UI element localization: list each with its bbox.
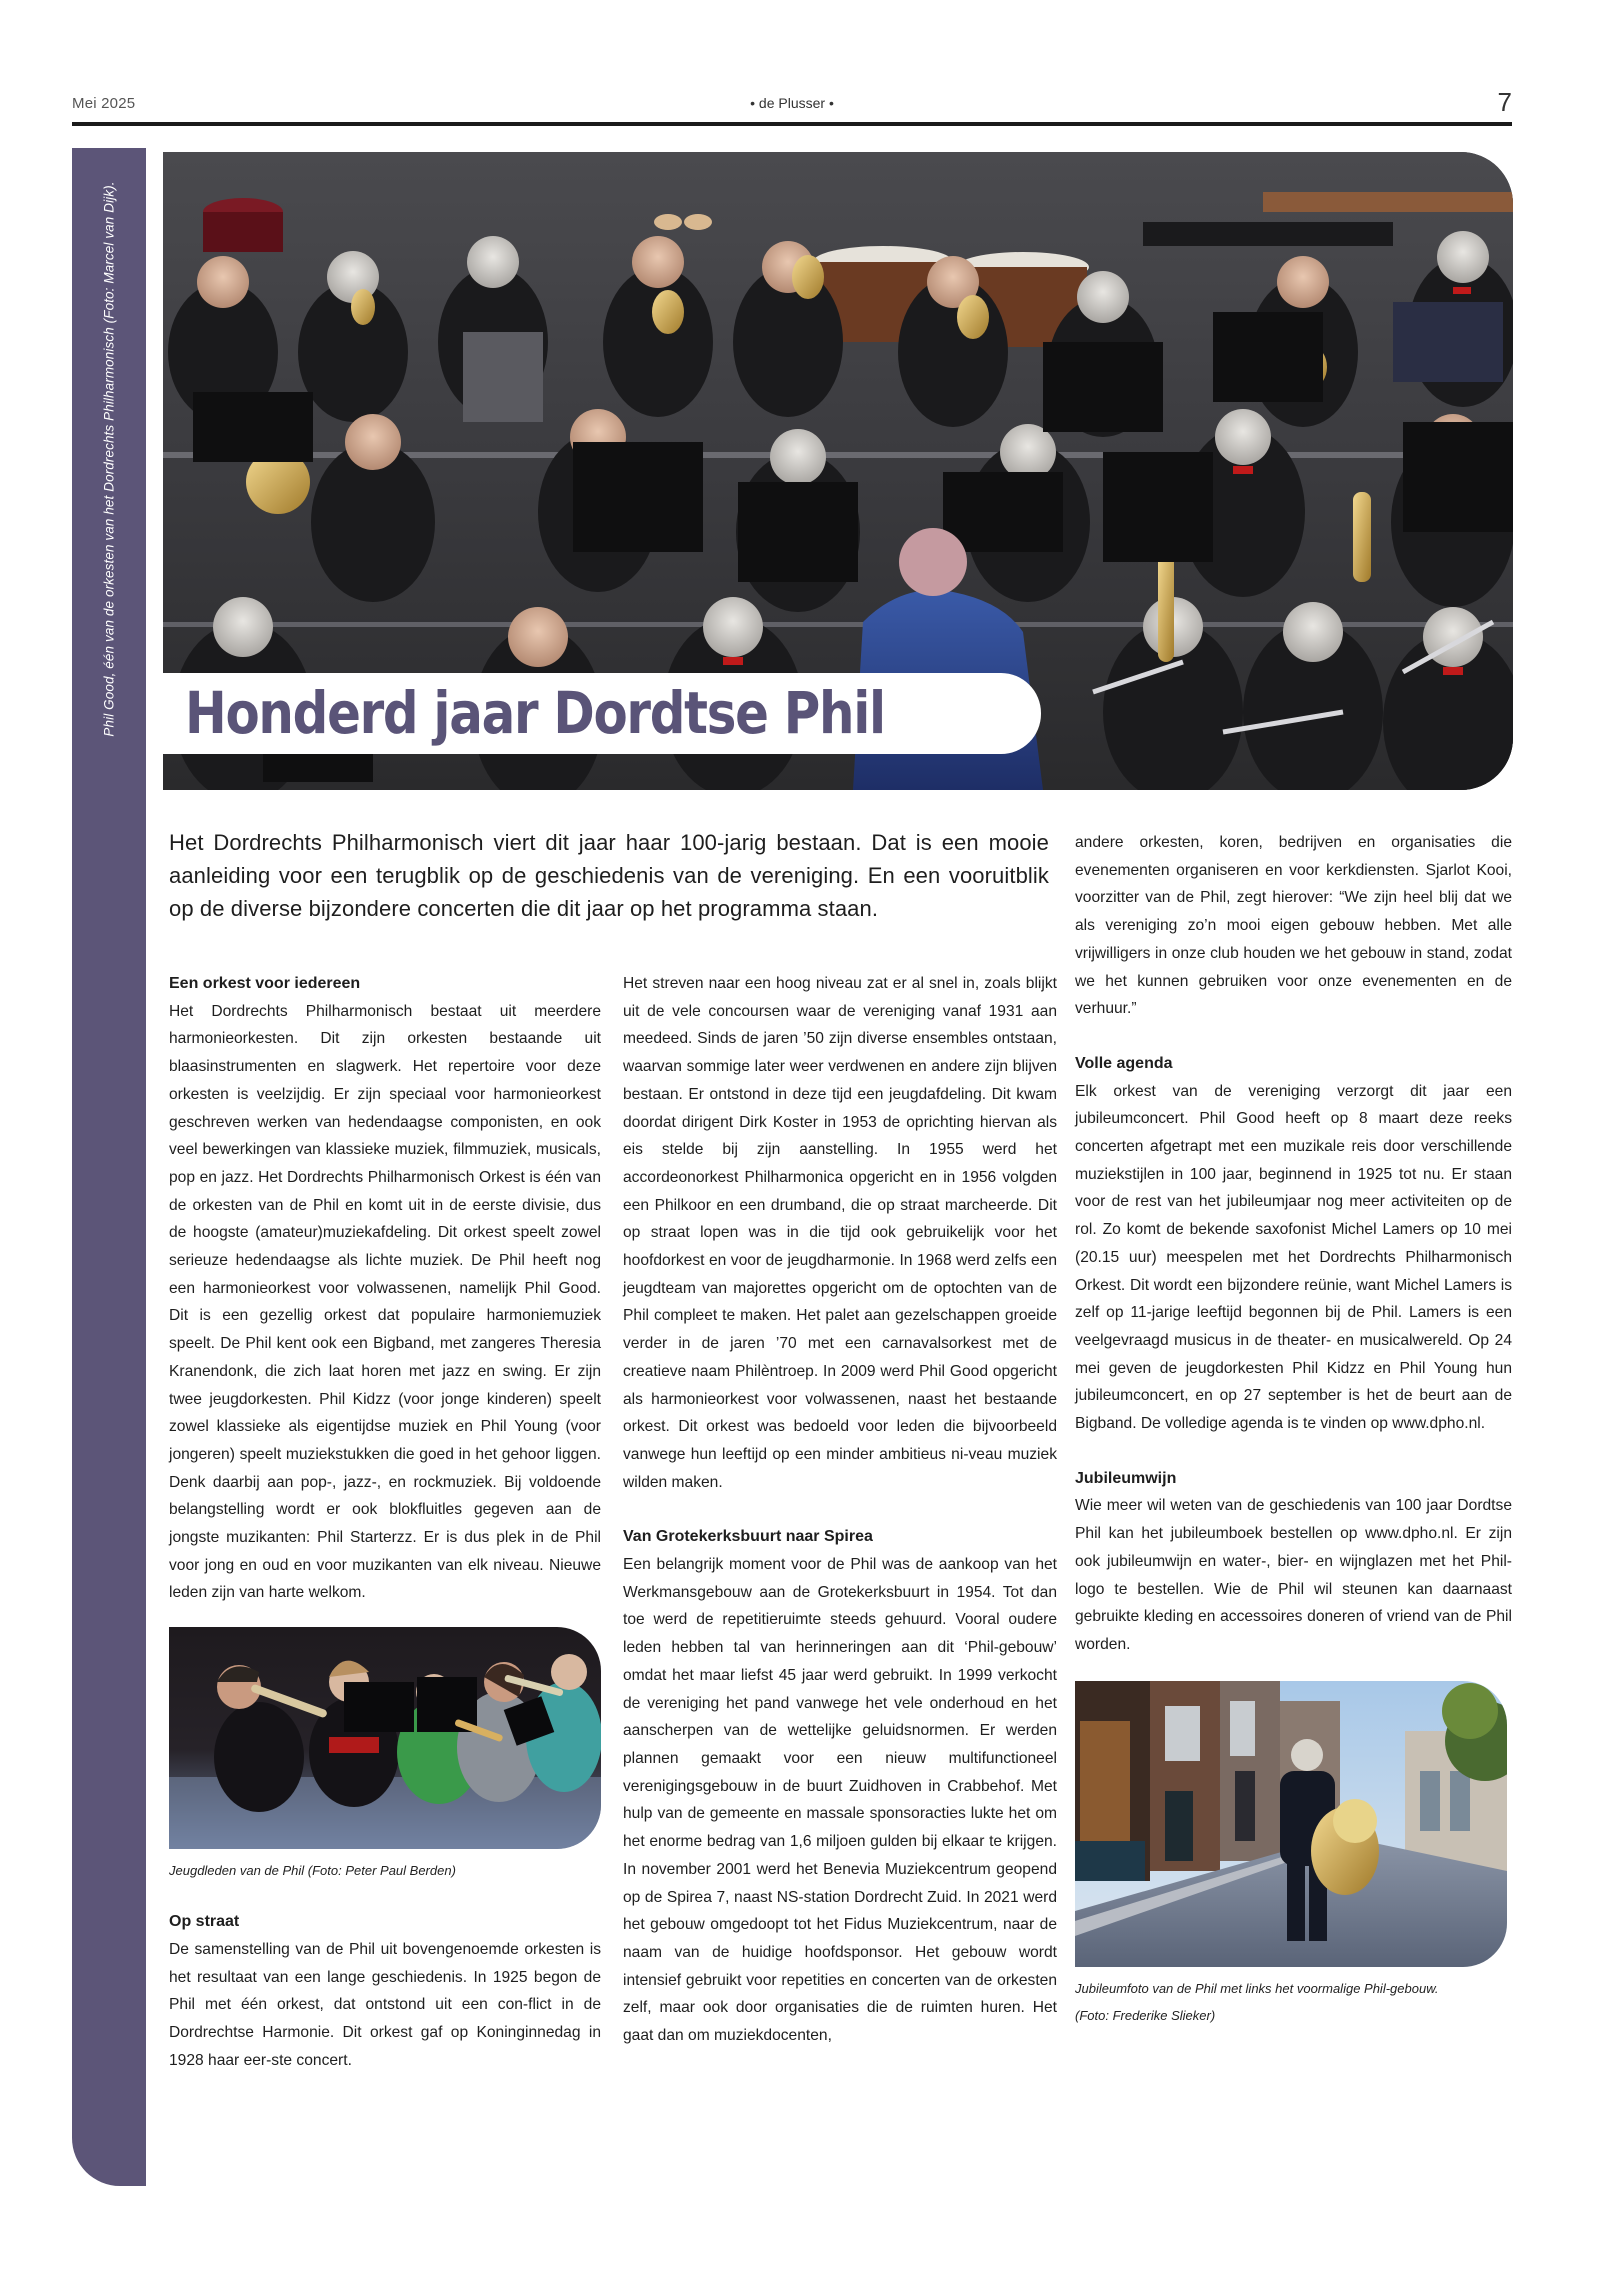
hero-photo-credit: Phil Good, één van de orkesten van het Dordrechts Philharmonisch (Foto: Marcel van Dijk). [101, 181, 117, 737]
running-head [72, 87, 1512, 119]
title-band [163, 673, 1041, 754]
publication-name: • de Plusser • [750, 95, 834, 111]
column-3 [1075, 829, 1512, 2029]
youth-photo-caption: Jeugdleden van de Phil (Foto: Peter Paul Berden) [169, 1863, 456, 1879]
issue-date: Mei 2025 [72, 95, 136, 112]
anniversary-photo [1075, 1681, 1507, 1967]
page-number: 7 [1497, 87, 1512, 117]
anniversary-caption-line-1: Jubileumfoto van de Phil met links het voormalige Phil-gebouw. [1075, 1980, 1439, 1996]
street-photo-illustration [1075, 1681, 1507, 1967]
section-body: andere orkesten, koren, bedrijven en organisaties die evenementen organiseren en voor kerkdiensten. Sjarlot Kooi, voorzitter van de Phil, zegt hierover: “We zijn heel blij dat we als vereniging zo’n mooi eigen gebouw hebben. Met alle vrijwilligers in onze club houden we het gebouw in stand, zodat we het kunnen gebruiken voor onze evenementen en de verhuur.” [1075, 834, 1512, 1018]
anniversary-caption-line-2: (Foto: Frederike Slieker) [1075, 2007, 1216, 2023]
section-body: De samenstelling van de Phil uit bovengenoemde orkesten is het resultaat van een lange geschiedenis. In 1925 begon de Phil met één orkest, dat ontstond uit een con-flict in de Dordrechtse Harmonie. Dit orkest gaf op Koninginnedag in 1928 haar eer-ste concert. [169, 1940, 601, 2069]
section-heading: Volle agenda [1075, 1054, 1173, 1072]
youth-photo-illustration [169, 1627, 601, 1849]
section-body: Het streven naar een hoog niveau zat er al snel in, zoals blijkt uit de vele concoursen waar de vereniging vanaf 1931 aan meedeed. Sinds de jaren ’50 zijn diverse ensembles ontstaan, waarvan sommige later weer verdwenen en andere zijn blijven bestaan. Er ontstond in deze tijd een jeugdafdeling. Dit kwam doordat dirigent Dirk Koster in 1953 de oprichting hiervan als eis stelde bij zijn aanstelling. In 1955 werd het accordeonorkest Philharmonica opgericht en in 1956 volgden een Philkoor en een drumband, die op straat marcheerde. Dit op straat lopen was in die tijd ook gebruikelijk voor het hoofdorkest en voor de jeugdharmonie. In 1968 werd zelfs een jeugdteam van majorettes opgericht om de optochten van de Phil compleet te maken. Het palet aan gezelschappen groeide verder in de jaren ’70 met een carnavalsorkest met de creatieve naam Philèntroep. In 2009 werd Phil Good opgericht als harmonieorkest voor volwassenen, naast het bestaande orkest. Dit orkest was bedoeld voor leden die bijvoorbeeld vanwege hun leeftijd op een minder ambitieus ni-veau muziek wilden maken. [623, 975, 1057, 1491]
youth-photo [169, 1627, 601, 1849]
sidebar-band [72, 148, 146, 2186]
section-heading: Jubileumwijn [1075, 1469, 1177, 1487]
header-rule [72, 122, 1512, 126]
column-2 [623, 970, 1057, 2050]
section-heading: Een orkest voor iedereen [169, 975, 361, 992]
section-heading: Van Grotekerksbuurt naar Spirea [623, 1528, 873, 1546]
article-intro: Het Dordrechts Philharmonisch viert dit jaar haar 100-jarig bestaan. Dat is een mooie aanleiding voor een terugblik op de geschiedenis van de vereniging. En een vooruitblik op de diverse bijzondere concerten die dit jaar op het programma staan. [169, 830, 1049, 921]
column-1 [169, 970, 601, 2074]
section-body: Een belangrijk moment voor de Phil was de aankoop van het Werkmansgebouw aan de Grotekerksbuurt in 1954. Tot dan toe werd de repetitieruimte steeds gehuurd. Vooral oudere leden hebben tal van herinneringen aan dit ‘Phil-gebouw’ omdat het maar liefst 45 jaar werd gebruikt. In 1999 verkocht de vereniging het pand vanwege het vele onderhoud en het aanscherpen van de wettelijke geluidsnormen. Er werden plannen gemaakt voor een nieuw multifunctioneel verenigingsgebouw in de buurt Zuidhoven in Crabbehof. Met hulp van de gemeente en massale sponsoracties lukte het om het enorme bedrag van 1,6 miljoen gulden bij elkaar te krijgen. In november 2001 werd het Benevia Muziekcentrum geopend op de Spirea 7, naast NS-station Dordrecht Zuid. In 2021 werd het gebouw omgedoopt tot het Fidus Muziekcentrum, naar de naam van de huidige hoofdsponsor. Het gebouw wordt intensief gebruikt voor repetities en concerten van de orkesten zelf, maar ook door organisaties die de ruimten huren. Het gaat dan om muziekdocenten, [623, 1556, 1057, 2045]
section-body: Elk orkest van de vereniging verzorgt dit jaar een jubileumconcert. Phil Good heeft op 8 maart deze reeks concerten afgetrapt met een muzikale reis door verschillende muziekstijlen in 100 jaar, beginnend in 1925 tot nu. Er staan voor de rest van het jubileumjaar nog meer activiteiten op de rol. Zo komt de bekende saxofonist Michel Lamers op 10 mei (20.15 uur) meespelen met het Dordrechts Philharmonisch Orkest. Dit wordt een bijzondere reünie, want Michel Lamers is zelf op 11-jarige leeftijd begonnen bij de Phil. Lamers is een veelgevraagd musicus in de theater- en musicalwereld. Op 24 mei geven de jeugdorkesten Phil Kidzz en Phil Young hun jubileumconcert, en op 27 september is het de beurt aan de Bigband. De volledige agenda is te vinden op www.dpho.nl. [1075, 1082, 1512, 1433]
section-body: Wie meer wil weten van de geschiedenis van 100 jaar Dordtse Phil kan het jubileumboek bestellen op www.dpho.nl. Er zijn ook jubileumwijn en water-, bier- en wijnglazen met het Phil-logo te bestellen. Wie de Phil wil steunen kan daarnaast gebruikte kleding en accessoires doneren of vriend van de Phil worden. [1075, 1497, 1512, 1653]
sidebar-caption [78, 154, 140, 764]
article-title: Honderd jaar Dordtse Phil [185, 679, 885, 747]
section-heading: Op straat [169, 1913, 240, 1931]
anniversary-photo-caption [1075, 1975, 1512, 2029]
section-body: Het Dordrechts Philharmonisch bestaat uit meerdere harmonieorkesten. Dit zijn orkesten bestaande uit blaasinstrumenten en slagwerk. Het repertoire voor deze orkesten is veelzijdig. Er zijn speciaal voor harmonieorkest geschreven werken van hedendaagse componisten, en ook veel bewerkingen van klassieke muziek, filmmuziek, musicals, pop en jazz. Het Dordrechts Philharmonisch Orkest is één van de orkesten van de Phil en komt uit in de eerste divisie, dus de hoogste (amateur)muziekafdeling. Dit orkest speelt zowel serieuze hedendaagse als lichte muziek. De Phil heeft nog een harmonieorkest voor volwassenen, namelijk Phil Good. Dit is een gezellig orkest dat populaire harmoniemuziek speelt. De Phil kent ook een Bigband, met zangeres Theresia Kranendonk, die zich laat horen met jazz en swing. Er zijn twee jeugdorkesten. Phil Kidzz (voor jonge kinderen) speelt zowel klassieke als eigentijdse muziek en Phil Young (voor jongeren) speelt muziekstukken die goed in het gehoor liggen. Denk daarbij aan pop-, jazz-, en rockmuziek. Bij voldoende belangstelling wordt er ook blokfluitles gegeven aan de jongste muzikanten: Phil Starterzz. Er is dus plek in de Phil voor jong en oud en voor muzikanten van elk niveau. Nieuwe leden zijn van harte welkom. [169, 1002, 601, 1602]
